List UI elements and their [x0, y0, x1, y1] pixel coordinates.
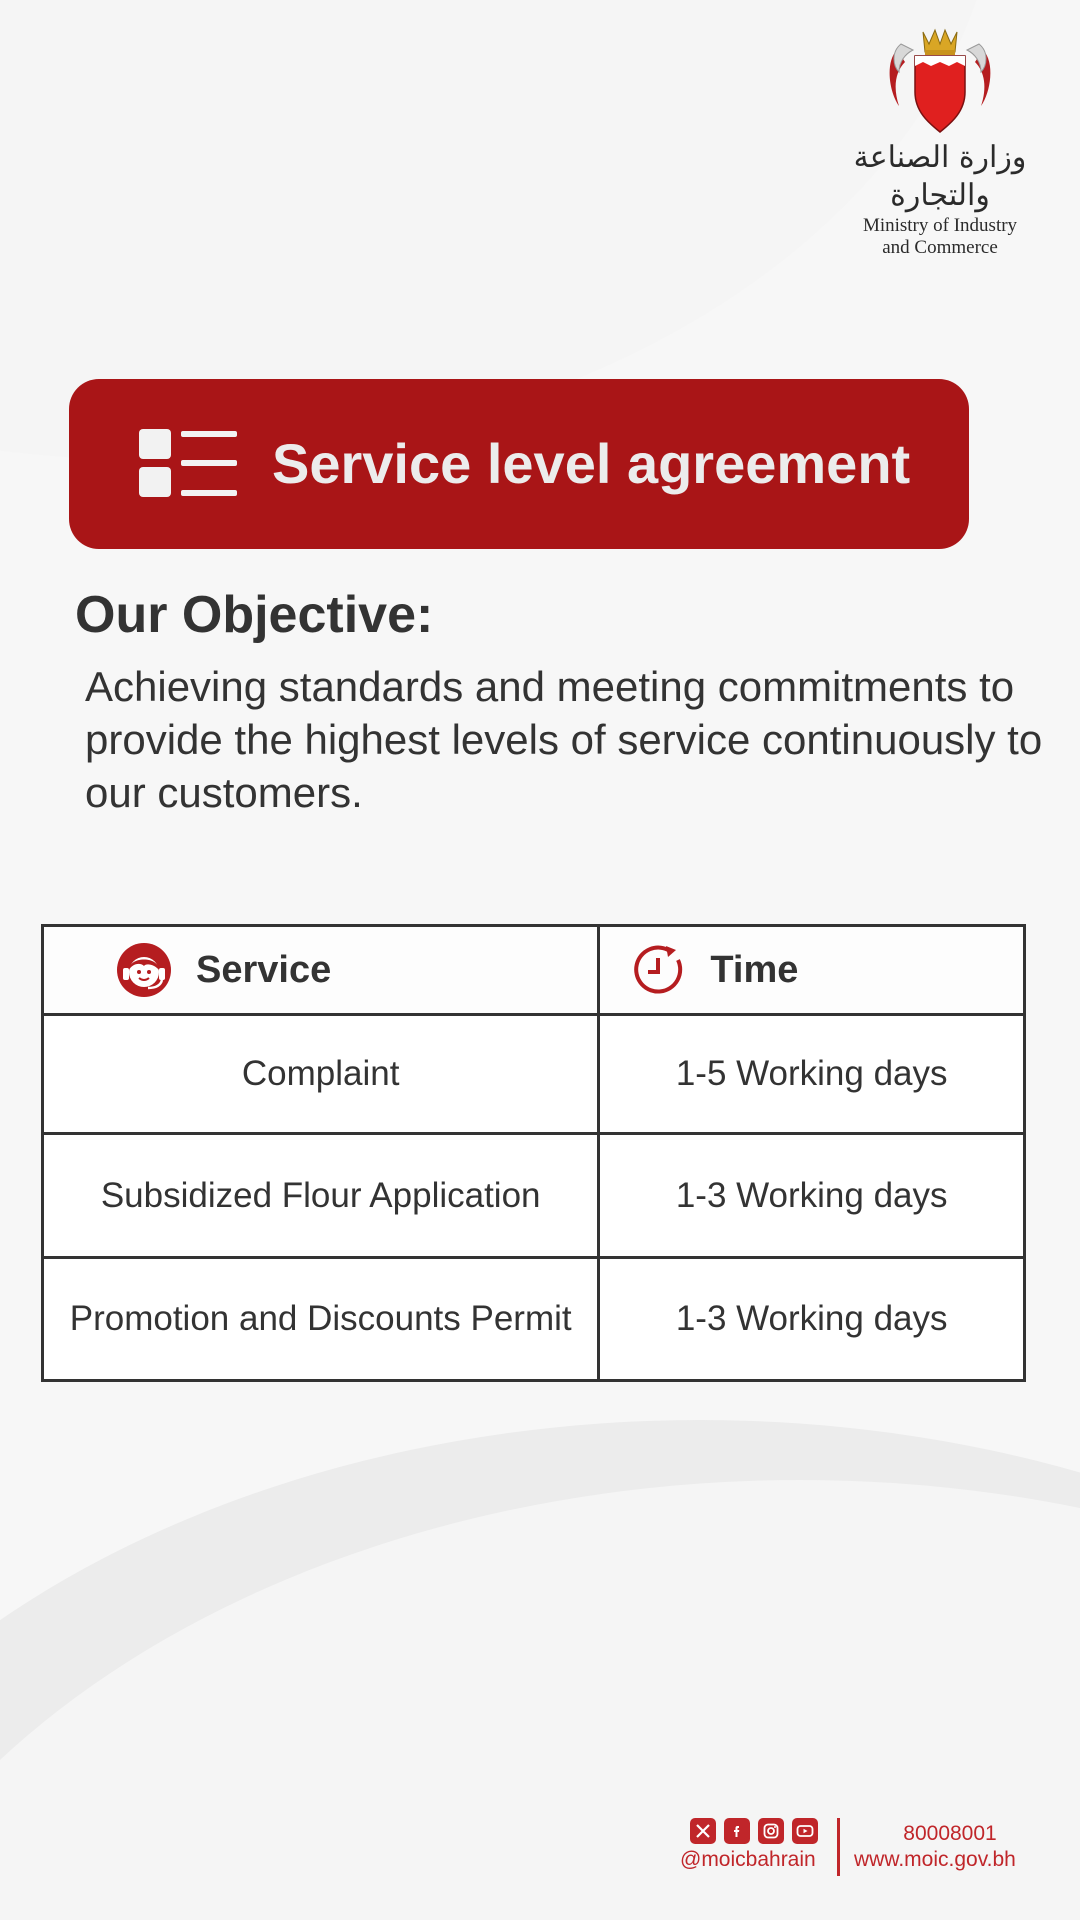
banner-title: Service level agreement: [272, 432, 911, 495]
objective-heading: Our Objective:: [75, 586, 434, 644]
time-cell: 1-3 Working days: [599, 1258, 1025, 1381]
support-agent-icon: [116, 942, 172, 998]
contact-footer: [680, 1818, 1060, 1878]
bahrain-emblem-icon: [885, 22, 995, 137]
service-cell: Subsidized Flour Application: [43, 1134, 599, 1258]
ministry-english-name-line2: and Commerce: [882, 237, 998, 258]
instagram-icon[interactable]: [758, 1818, 784, 1844]
youtube-icon[interactable]: [792, 1818, 818, 1844]
time-header-label: Time: [710, 948, 799, 991]
ministry-english-name-line1: Ministry of Industry: [862, 215, 1018, 236]
social-handle[interactable]: @moicbahrain: [680, 1848, 816, 1871]
service-cell: Promotion and Discounts Permit: [43, 1258, 599, 1381]
time-header: [599, 926, 1025, 1015]
ministry-logo: [820, 22, 1060, 259]
website-link[interactable]: www.moic.gov.bh: [854, 1848, 1016, 1871]
phone-number[interactable]: 80008001: [903, 1822, 997, 1845]
social-icons: [690, 1818, 818, 1844]
table-row: [43, 1134, 1025, 1258]
facebook-icon[interactable]: [724, 1818, 750, 1844]
title-banner: [69, 379, 969, 549]
time-cell: 1-5 Working days: [599, 1015, 1025, 1134]
table-header-row: [43, 926, 1025, 1015]
ministry-arabic-name: وزارة الصناعة والتجارة: [853, 140, 1027, 213]
objective-text: Achieving standards and meeting commitments to provide the highest levels of service continuously to our customers.: [85, 663, 1043, 816]
service-cell: Complaint: [43, 1015, 599, 1134]
x-icon[interactable]: [690, 1818, 716, 1844]
service-header: [43, 926, 599, 1015]
time-cell: 1-3 Working days: [599, 1134, 1025, 1258]
table-row: [43, 1258, 1025, 1381]
clock-icon: [630, 942, 686, 998]
service-header-label: Service: [196, 948, 332, 991]
footer-divider: [837, 1818, 840, 1876]
sla-table: [41, 924, 1026, 1382]
table-row: [43, 1015, 1025, 1134]
list-icon: [139, 429, 239, 499]
